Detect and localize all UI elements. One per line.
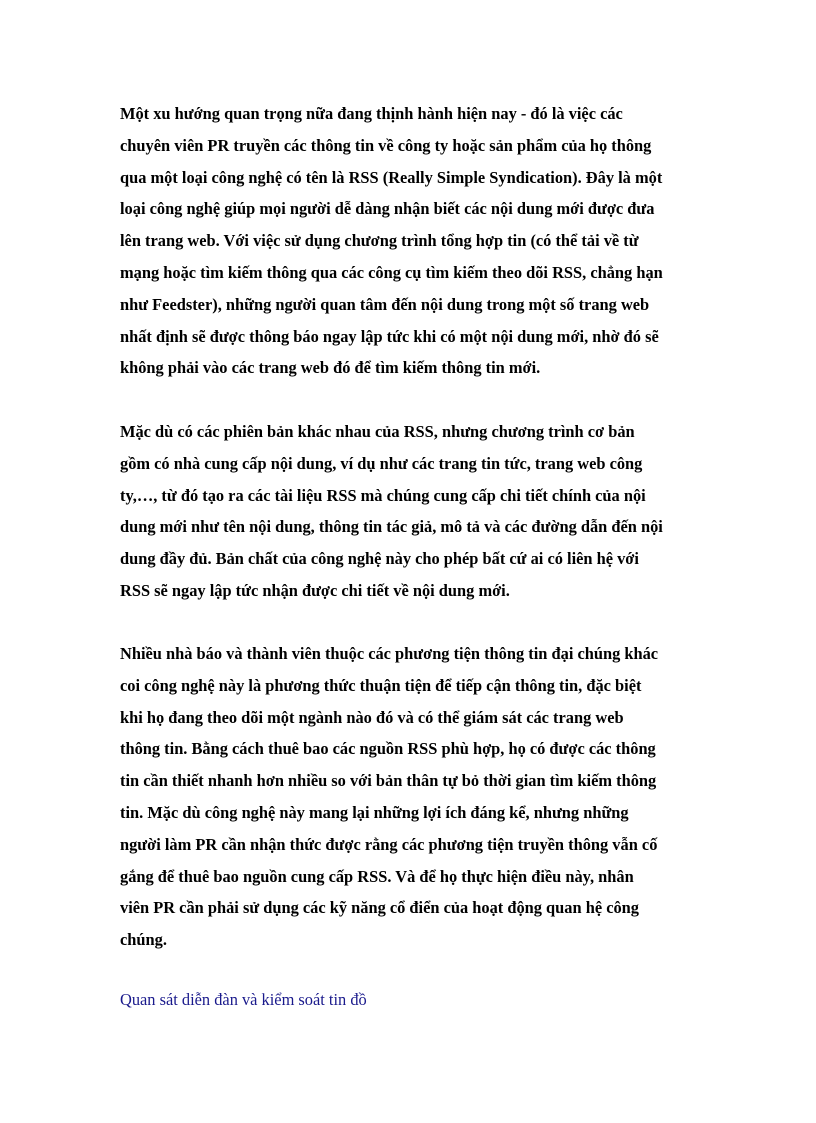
text-line: viên PR cần phải sử dụng các kỹ năng cổ điển của hoạt động quan hệ công <box>120 898 639 918</box>
paragraph-journalists-rss <box>120 638 710 956</box>
text-line: chúng. <box>120 930 167 950</box>
text-line: không phải vào các trang web đó để tìm kiếm thông tin mới. <box>120 358 541 378</box>
text-line: RSS sẽ ngay lập tức nhận được chi tiết về nội dung mới. <box>120 580 510 600</box>
text-line: chuyên viên PR truyền các thông tin về công ty hoặc sản phẩm của họ thông <box>120 135 652 155</box>
text-line: tin. Mặc dù công nghệ này mang lại những lợi ích đáng kể, nhưng những <box>120 802 629 822</box>
text-line: qua một loại công nghệ có tên là RSS (Really Simple Syndication). Đây là một <box>120 167 663 187</box>
text-line: dung mới như tên nội dung, thông tin tác giả, mô tả và các đường dẫn đến nội <box>120 517 663 537</box>
text-line: thông tin. Bằng cách thuê bao các nguồn RSS phù hợp, họ có được các thông <box>120 739 656 759</box>
text-line: như Feedster), những người quan tâm đến nội dung trong một số trang web <box>120 294 650 314</box>
text-line: dung đầy đủ. Bản chất của công nghệ này cho phép bất cứ ai có liên hệ với <box>120 549 639 569</box>
text-line: lên trang web. Với việc sử dụng chương trình tổng hợp tin (có thể tải về từ <box>120 231 639 251</box>
text-line: ty,…, từ đó tạo ra các tài liệu RSS mà chúng cung cấp chi tiết chính của nội <box>120 485 646 505</box>
text-line: Nhiều nhà báo và thành viên thuộc các phương tiện thông tin đại chúng khác <box>120 644 659 663</box>
text-line: mạng hoặc tìm kiếm thông qua các công cụ tìm kiếm theo dõi RSS, chẳng hạn <box>120 262 663 282</box>
text-line: khi họ đang theo dõi một ngành nào đó và có thể giám sát các trang web <box>120 707 624 727</box>
text-line: Mặc dù có các phiên bản khác nhau của RSS, nhưng chương trình cơ bản <box>120 422 635 441</box>
text-line: coi công nghệ này là phương thức thuận tiện để tiếp cận thông tin, đặc biệt <box>120 675 642 695</box>
section-heading: Quan sát diễn đàn và kiểm soát tin đồ <box>120 990 367 1009</box>
text-line: gắng để thuê bao nguồn cung cấp RSS. Và để họ thực hiện điều này, nhân <box>120 866 634 886</box>
paragraph-rss-trend <box>120 98 710 384</box>
text-line: gồm có nhà cung cấp nội dung, ví dụ như các trang tin tức, trang web công <box>120 453 643 473</box>
paragraph-rss-versions <box>120 416 710 607</box>
text-line: người làm PR cần nhận thức được rằng các phương tiện truyền thông vẫn cố <box>120 834 658 854</box>
text-line: nhất định sẽ được thông báo ngay lập tức khi có một nội dung mới, nhờ đó sẽ <box>120 326 659 346</box>
text-line: tin cần thiết nhanh hơn nhiều so với bản thân tự bỏ thời gian tìm kiếm thông <box>120 771 657 791</box>
text-line: Một xu hướng quan trọng nữa đang thịnh hành hiện nay - đó là việc các <box>120 104 623 123</box>
text-line: loại công nghệ giúp mọi người dễ dàng nhận biết các nội dung mới được đưa <box>120 199 655 219</box>
